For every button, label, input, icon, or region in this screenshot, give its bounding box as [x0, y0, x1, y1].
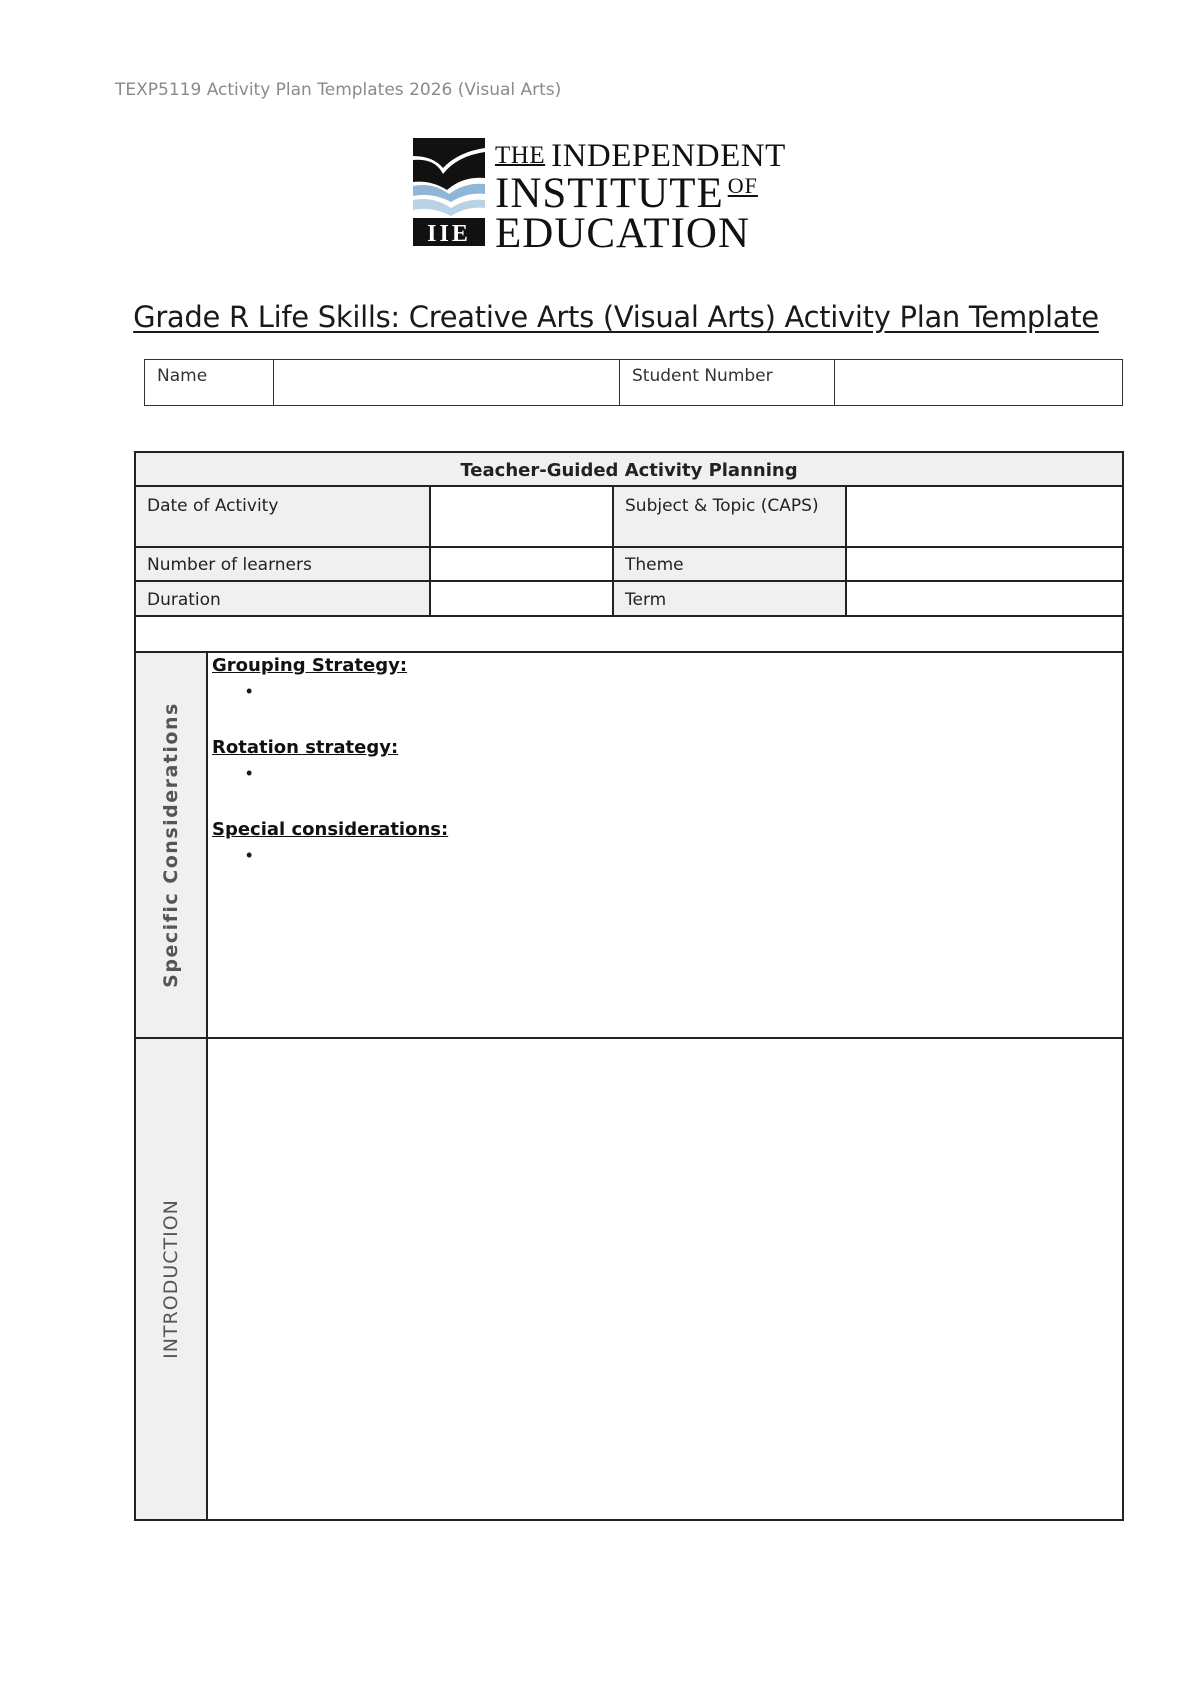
specific-considerations-row — [136, 653, 1122, 1039]
logo-of: OF — [727, 173, 758, 198]
grouping-strategy-bullet: • — [246, 681, 253, 701]
theme-label: Theme — [612, 548, 845, 580]
title-container — [0, 300, 1200, 334]
logo-line3: EDUCATION — [495, 210, 751, 257]
introduction-label: INTRODUCTION — [160, 1199, 182, 1359]
name-field[interactable] — [274, 360, 620, 406]
name-label: Name — [145, 360, 274, 406]
student-number-label: Student Number — [620, 360, 835, 406]
planning-heading: Teacher-Guided Activity Planning — [460, 460, 798, 481]
date-field[interactable] — [429, 487, 612, 546]
rotation-strategy-label: Rotation strategy: — [212, 737, 399, 758]
page-title: Grade R Life Skills: Creative Arts (Visual Arts) Activity Plan Template — [133, 300, 1099, 334]
date-label: Date of Activity — [136, 487, 429, 546]
subject-topic-field[interactable] — [845, 487, 1122, 546]
activity-planning-table — [134, 451, 1124, 1521]
introduction-row — [136, 1039, 1122, 1519]
specific-considerations-content[interactable] — [210, 653, 1122, 1037]
subject-topic-label: Subject & Topic (CAPS) — [612, 487, 845, 546]
duration-label: Duration — [136, 582, 429, 615]
term-label: Term — [612, 582, 845, 615]
iie-logo — [413, 138, 813, 257]
iie-logo-mark-text: IIE — [427, 221, 471, 246]
spacer-row — [136, 617, 1122, 653]
duration-term-row — [136, 582, 1122, 617]
logo-line2: INSTITUTE — [495, 170, 724, 217]
special-considerations-bullet: • — [246, 845, 253, 865]
student-details-table — [144, 359, 1123, 406]
theme-field[interactable] — [845, 548, 1122, 580]
student-number-field[interactable] — [835, 360, 1123, 406]
logo-the: THE — [495, 142, 546, 169]
planning-heading-row — [136, 453, 1122, 487]
grouping-strategy-label: Grouping Strategy: — [212, 655, 408, 676]
term-field[interactable] — [845, 582, 1122, 615]
learners-theme-row — [136, 548, 1122, 582]
iie-logo-mark-icon — [413, 138, 485, 246]
learners-label: Number of learners — [136, 548, 429, 580]
date-subject-row — [136, 487, 1122, 548]
duration-field[interactable] — [429, 582, 612, 615]
introduction-content[interactable] — [210, 1039, 1122, 1519]
learners-field[interactable] — [429, 548, 612, 580]
rotation-strategy-bullet: • — [246, 763, 253, 783]
introduction-side — [136, 1039, 208, 1519]
special-considerations-label: Special considerations: — [212, 819, 449, 840]
logo-line1: INDEPENDENT — [551, 138, 786, 174]
document-header-note: TEXP5119 Activity Plan Templates 2026 (Visual Arts) — [115, 80, 562, 100]
specific-considerations-side — [136, 653, 208, 1037]
specific-considerations-label: Specific Considerations — [160, 702, 182, 988]
